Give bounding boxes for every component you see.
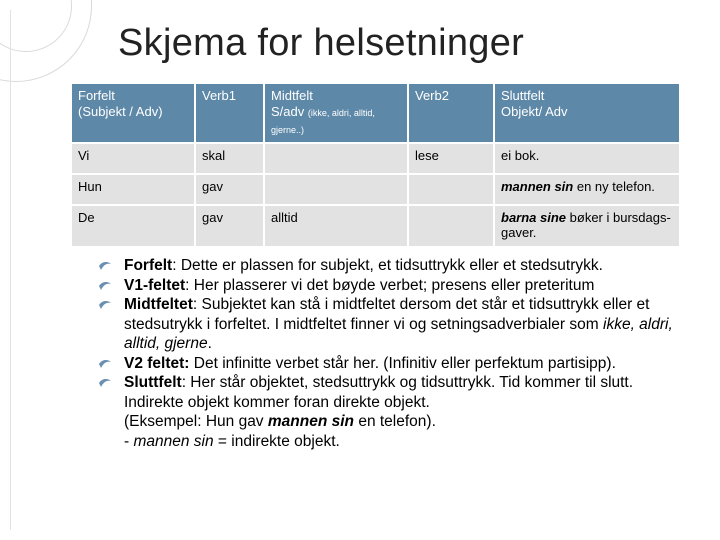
header-midtfelt-examples: (ikke, aldri, alltid, xyxy=(307,108,375,118)
example-indirect-object: mannen sin xyxy=(267,413,355,430)
cell-verb2 xyxy=(408,174,494,205)
sluttfelt-rest: en ny telefon. xyxy=(573,179,655,194)
text-v2: Det infinitte verbet står her. (Infinitiv eller perfektum partisipp). xyxy=(189,354,616,372)
header-forfelt xyxy=(71,83,195,143)
slide-title: Skjema for helsetninger xyxy=(118,22,525,64)
example-post: en telefon). xyxy=(354,413,436,430)
header-verb1-label: Verb1 xyxy=(202,88,236,103)
cell-midtfelt xyxy=(264,174,408,205)
dash-indirect-object: mannen sin xyxy=(133,432,214,450)
indirect-object: barna sine xyxy=(501,210,567,225)
header-verb2 xyxy=(408,83,494,143)
text-v1: : Her plasserer vi det bøyde verbet; presens eller preteritum xyxy=(185,276,595,294)
cell-forfelt: De xyxy=(71,205,195,247)
term-forfelt: Forfelt xyxy=(124,257,173,274)
bullet-swoosh-icon xyxy=(98,377,112,388)
note-sluttfelt xyxy=(98,373,688,451)
cell-verb1: gav xyxy=(195,205,264,247)
table-header-row xyxy=(71,83,680,143)
table-row xyxy=(71,143,680,174)
header-midtfelt-label: Midtfelt xyxy=(271,88,313,103)
header-verb2-label: Verb2 xyxy=(415,88,449,103)
cell-sluttfelt xyxy=(494,205,680,247)
cell-verb2: lese xyxy=(408,143,494,174)
header-midtfelt-sub: S/adv xyxy=(271,104,305,119)
cell-midtfelt xyxy=(264,143,408,174)
adverbial-examples: ikke, aldri, alltid, gjerne xyxy=(124,315,673,352)
header-forfelt-sub: (Subjekt / Adv) xyxy=(78,104,163,119)
sluttfelt-rest: bøker i bursdags-gaver. xyxy=(501,210,671,240)
cell-forfelt: Hun xyxy=(71,174,195,205)
header-sluttfelt xyxy=(494,83,680,143)
term-sluttfelt: Sluttfelt xyxy=(124,374,182,391)
cell-verb1: skal xyxy=(195,143,264,174)
text-forfelt: : Dette er plassen for subjekt, et tidsuttrykk eller et stedsutrykk. xyxy=(172,257,603,274)
sentence-schema-table xyxy=(70,82,681,248)
term-v1: V1-feltet xyxy=(124,276,186,294)
cell-forfelt: Vi xyxy=(71,143,195,174)
header-sluttfelt-label: Sluttfelt xyxy=(501,88,545,103)
note-v2 xyxy=(98,354,688,374)
header-midtfelt-examples-2: gjerne..) xyxy=(271,125,305,135)
cell-sluttfelt xyxy=(494,174,680,205)
dash-post: = indirekte objekt. xyxy=(213,432,340,450)
cell-verb2 xyxy=(408,205,494,247)
example-pre: (Eksempel: Hun gav xyxy=(124,413,268,430)
bullet-swoosh-icon xyxy=(98,358,112,369)
note-forfelt xyxy=(98,256,688,276)
term-midtfelt: Midtfeltet xyxy=(124,296,193,313)
text-midtfelt: : Subjektet kan stå i midtfeltet dersom det står et tidsuttrykk eller et stedsutrykk i forfeltet. I midtfeltet finner vi og setningsadverbialer som xyxy=(124,296,650,333)
cell-midtfelt: alltid xyxy=(264,205,408,247)
cell-verb1: gav xyxy=(195,174,264,205)
bullet-swoosh-icon xyxy=(98,299,112,310)
note-v1 xyxy=(98,276,688,296)
text-midtfelt-end: . xyxy=(207,335,212,352)
field-explanations-list xyxy=(98,256,688,451)
header-sluttfelt-sub: Objekt/ Adv xyxy=(501,104,568,119)
note-midtfelt xyxy=(98,295,688,354)
dash: - xyxy=(124,432,134,450)
decorative-vertical-line xyxy=(10,10,11,530)
table-row xyxy=(71,174,680,205)
bullet-swoosh-icon xyxy=(98,280,112,291)
indirect-object: mannen sin xyxy=(501,179,574,194)
header-forfelt-label: Forfelt xyxy=(78,88,115,103)
text-sluttfelt: : Her står objektet, stedsuttrykk og tidsuttrykk. Tid kommer til slutt. Indirekte objekt kommer foran direkte objekt. xyxy=(124,374,634,411)
header-midtfelt xyxy=(264,83,408,143)
header-verb1 xyxy=(195,83,264,143)
cell-sluttfelt: ei bok. xyxy=(494,143,680,174)
term-v2: V2 feltet: xyxy=(124,354,190,372)
bullet-swoosh-icon xyxy=(98,260,112,271)
table-row xyxy=(71,205,680,247)
